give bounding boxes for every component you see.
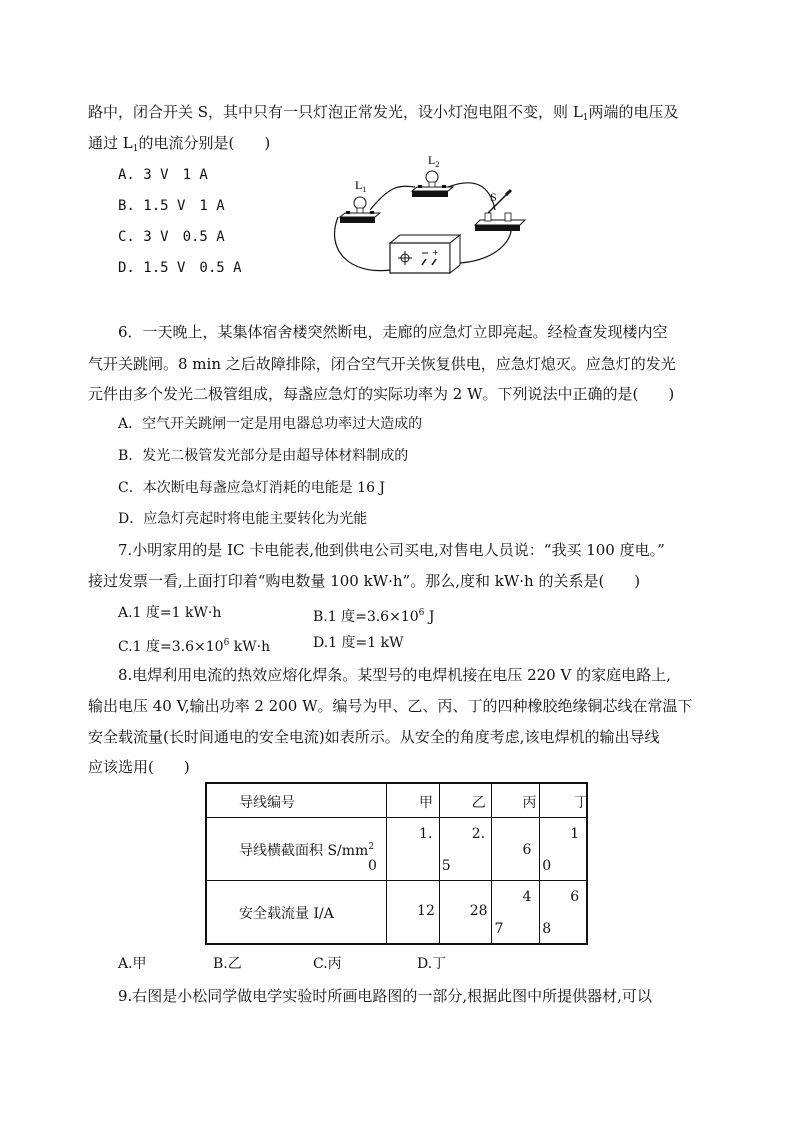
q7-line-1: 7.小明家用的是 IC 卡电能表,他到供电公司买电,对售电人员说：“我买 100 度电。” (118, 541, 665, 559)
q7-option-d: D.1 度=1 kW (313, 635, 404, 651)
q8-option-a: A.甲 (118, 956, 147, 972)
q8-line-1: 8.电焊利用电流的热效应熔化焊条。某型号的电焊机接在电压 220 V 的家庭电路上, (118, 666, 671, 684)
q8-line-4: 应该选用( ) (88, 758, 190, 776)
q5-option-c: C. 3 V 0.5 A (118, 229, 225, 245)
lamp-l1-icon (340, 197, 380, 223)
table-header-bing: 丙 (522, 795, 537, 811)
q6-option-b: B．发光二极管发光部分是由超导体材料制成的 (118, 448, 409, 464)
label-l1: $L_1$ (355, 178, 367, 194)
q8-option-b: B.乙 (213, 956, 242, 972)
label-s: S (490, 190, 497, 204)
q5-option-a: A. 3 V 1 A (118, 167, 208, 183)
label-l2: $L_2$ (428, 155, 440, 169)
q6-line-2: 气开关跳闸。8 min 之后故障排除，闭合空气开关恢复供电，应急灯熄灭。应急灯的发光 (88, 355, 676, 373)
table-row: 安全载流量 I/A 12 28 4 7 6 8 (206, 881, 587, 944)
q5-line-2: 通过 $L_1$的电流分别是( ) (88, 134, 271, 154)
q6-option-d: D．应急灯亮起时将电能主要转化为光能 (118, 511, 368, 527)
row1-label: 导线横截面积 $S/mm^2$ (239, 841, 375, 859)
row2-label: 安全载流量 I/A (239, 906, 334, 923)
q5-option-b: B. 1.5 V 1 A (118, 198, 225, 214)
q8-line-2: 输出电压 40 V,输出功率 2 200 W。编号为甲、乙、丙、丁的四种橡胶绝缘铜芯线在常温下 (88, 697, 693, 715)
svg-text:+: + (432, 248, 439, 257)
q7-option-c: C.1 度$=3.6\times 10^6$ kW·h (118, 638, 271, 655)
q5-option-d: D. 1.5 V 0.5 A (118, 260, 242, 276)
q8-option-d: D.丁 (417, 956, 447, 972)
q7-option-b: B.1 度$=3.6\times 10^6$ J (313, 608, 435, 625)
wire-table (205, 782, 588, 945)
table-row: 导线横截面积 $S/mm^2$ 1. 0 2. 5 6 1 0 (206, 817, 587, 880)
battery-icon (390, 235, 460, 273)
q8-option-c: C.丙 (313, 956, 342, 972)
switch-icon (475, 190, 525, 231)
q6-line-1: 6．一天晚上，某集体宿舍楼突然断电，走廊的应急灯立即亮起。经检查发现楼内空 (118, 323, 668, 341)
lamp-l2-icon (412, 171, 453, 197)
q8-line-3: 安全载流量(长时间通电的安全电流)如表所示。从安全的角度考虑,该电焊机的输出导线 (88, 728, 660, 746)
q6-option-c: C．本次断电每盏应急灯消耗的电能是 16 J (118, 480, 386, 496)
q6-option-a: A．空气开关跳闸一定是用电器总功率过大造成的 (118, 416, 423, 432)
circuit-diagram (330, 155, 530, 285)
q9-line-1: 9.右图是小松同学做电学实验时所画电路图的一部分,根据此图中所提供器材,可以 (118, 987, 652, 1005)
table-header-yi: 乙 (471, 795, 486, 811)
q7-option-a: A.1 度=1 kW·h (118, 605, 222, 621)
table-header-label: 导线编号 (239, 795, 295, 811)
q7-line-2: 接过发票一看,上面打印着“购电数量 100 kW·h”。那么,度和 kW·h 的关系是( ) (88, 572, 641, 590)
q5-line-1: 路中，闭合开关 S，其中只有一只灯泡正常发光，设小灯泡电阻不变，则 $L_1$两端的电压及 (88, 103, 679, 123)
table-header-ding: 丁 (574, 795, 589, 811)
q6-line-3: 元件由多个发光二极管组成，每盏应急灯的实际功率为 2 W。下列说法中正确的是( ) (88, 385, 675, 403)
table-header-jia: 甲 (419, 795, 434, 811)
